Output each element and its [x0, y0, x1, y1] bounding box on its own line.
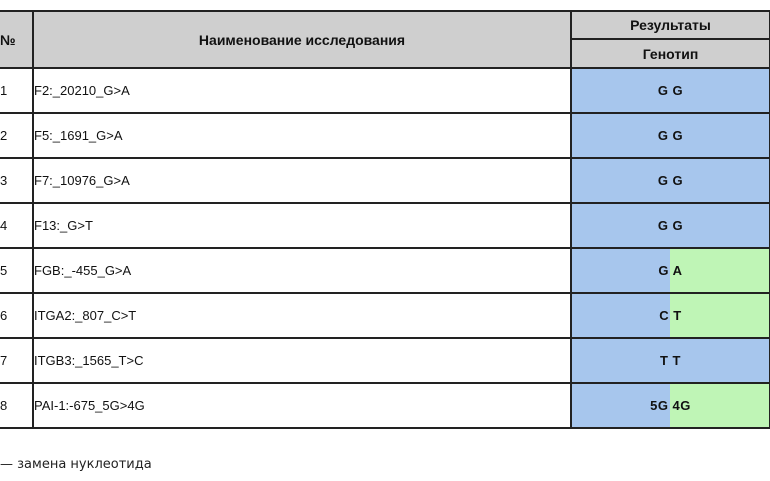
table-row [0, 338, 770, 383]
genotype-value: G G [657, 218, 684, 233]
test-name: F2:_20210_G>A [33, 68, 571, 113]
footnote: — замена нуклеотида [0, 457, 152, 472]
genotype-value: G G [657, 128, 684, 143]
row-number: 6 [0, 293, 33, 338]
test-name: FGB:_-455_G>A [33, 248, 571, 293]
test-name: F5:_1691_G>A [33, 113, 571, 158]
genotype-value: T T [660, 353, 681, 368]
row-number: 1 [0, 68, 33, 113]
header-results: Результаты [571, 11, 770, 39]
genotype-cell [571, 113, 770, 158]
test-name: ITGB3:_1565_T>C [33, 338, 571, 383]
header-number: № [0, 11, 33, 68]
test-name: ITGA2:_807_C>T [33, 293, 571, 338]
results-table [0, 10, 770, 429]
row-number: 3 [0, 158, 33, 203]
test-name: F7:_10976_G>A [33, 158, 571, 203]
row-number: 7 [0, 338, 33, 383]
genotype-cell [571, 383, 770, 428]
genotype-cell [571, 338, 770, 383]
genotype-value: G G [657, 83, 684, 98]
row-number: 8 [0, 383, 33, 428]
test-name: PAI-1:-675_5G>4G [33, 383, 571, 428]
table-row [0, 158, 770, 203]
table-row [0, 113, 770, 158]
genotype-cell [571, 158, 770, 203]
table-body [0, 68, 770, 428]
table-row [0, 383, 770, 428]
table-row [0, 293, 770, 338]
row-number: 5 [0, 248, 33, 293]
genotype-cell [571, 68, 770, 113]
genotype-value: C T [659, 308, 682, 323]
row-number: 4 [0, 203, 33, 248]
table-row [0, 203, 770, 248]
genotype-cell [571, 248, 770, 293]
header-genotype: Генотип [571, 39, 770, 68]
genotype-cell [571, 293, 770, 338]
genotype-value: 5G 4G [650, 398, 691, 413]
genotype-value: G G [657, 173, 684, 188]
genotype-cell [571, 203, 770, 248]
table-row [0, 68, 770, 113]
table-row [0, 248, 770, 293]
genotype-value: G A [658, 263, 683, 278]
row-number: 2 [0, 113, 33, 158]
header-name: Наименование исследования [33, 11, 571, 68]
test-name: F13:_G>T [33, 203, 571, 248]
